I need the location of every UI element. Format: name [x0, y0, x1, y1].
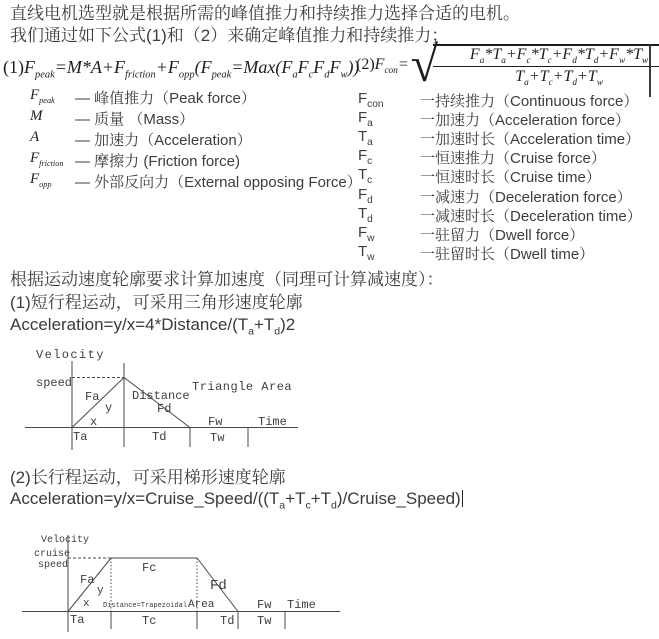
ta-segment-label: Ta [70, 613, 85, 627]
speed-label: speed [36, 376, 73, 390]
symbol-desc: — 摩擦力 (Friction force) [75, 153, 241, 170]
peak-force-formula [3, 57, 360, 81]
ta-segment-label: Ta [73, 430, 88, 444]
symbol-f-c: $F_c$ [358, 147, 373, 167]
fw-label: Fw [257, 598, 272, 612]
velocity-axis-label: Velocity [41, 535, 90, 546]
formula1-index: (1) [3, 57, 24, 77]
formula2-index: (2) [356, 55, 375, 73]
symbol-desc: 一减速时长（Deceleration time） [420, 208, 642, 225]
distance-trapezoidal-label: Distance=Trapezoidal [103, 602, 188, 610]
case2-title: (2)长行程运动，可采用梯形速度轮廓 [10, 468, 286, 487]
accel-heading: 根据运动速度轮廓要求计算加速度（同理可计算减速度）： [10, 270, 444, 289]
y-label: y [105, 401, 113, 415]
trapezoid-velocity-profile-diagram [0, 523, 350, 639]
symbol-desc: 一减速力（Deceleration force） [420, 189, 632, 206]
symbol-acceleration: A [30, 129, 40, 145]
symbol-desc: 一恒速时长（Cruise time） [420, 169, 601, 186]
symbol-desc: — 加速力（Acceleration） [75, 132, 252, 149]
formula2-fraction [433, 44, 659, 86]
symbol-f-w: $F_w$ [358, 224, 375, 244]
square-root-icon: √ [410, 36, 439, 92]
triangle-area-label: Triangle Area [192, 380, 293, 394]
symbol-mass: M [30, 108, 43, 124]
symbol-desc: 一驻留时长（Dwell time） [420, 246, 595, 263]
case1-title: (1)短行程运动，可采用三角形速度轮廓 [10, 293, 303, 312]
fd-label: Fd [157, 402, 172, 416]
symbol-f-opp: $F_{opp}$ [30, 171, 52, 189]
symbol-desc: 一加速力（Acceleration force） [420, 112, 631, 129]
td-segment-label: Td [152, 430, 167, 444]
case2-formula [10, 489, 463, 512]
distance-label: Distance [132, 389, 190, 403]
velocity-axis-label: Velocity [36, 348, 105, 362]
fc-label: Fc [142, 561, 157, 575]
symbol-desc: 一持续推力（Continuous force） [420, 93, 639, 110]
symbol-f-d: $F_d$ [358, 186, 373, 206]
fd-label: Fd [210, 578, 227, 594]
x-label: x [83, 598, 90, 610]
time-axis-label: Time [287, 598, 316, 612]
formula1-body: $F_{peak}=M*A+F_{friction}+F_{opp}(F_{peak}=Max(F_aF_cF_dF_w))$ [24, 57, 360, 81]
symbol-f-a: $F_a$ [358, 109, 373, 129]
tw-segment-label: Tw [257, 614, 272, 628]
td-segment-label: Td [220, 614, 235, 628]
symbol-desc: 一驻留力（Dwell force） [420, 227, 585, 244]
fa-label: Fa [80, 573, 95, 587]
symbol-f-con: $F_{con}$ [358, 90, 384, 110]
symbol-t-d: $T_d$ [358, 205, 373, 225]
symbol-t-a: $T_a$ [358, 128, 373, 148]
formula2-numerator: $F_a*T_a+F_c*T_c+F_d*T_d+F_w*T_w$ [433, 46, 659, 67]
case1-formula: $Acceleration=y/x=4*Distance/(T_a+T_d)2$ [10, 315, 296, 338]
y-label: y [97, 585, 104, 597]
symbol-desc: — 质量 （Mass） [75, 111, 195, 128]
tw-segment-label: Tw [210, 431, 225, 445]
tc-segment-label: Tc [142, 614, 157, 628]
symbol-desc: 一恒速推力（Cruise force） [420, 150, 606, 167]
symbol-t-w: $T_w$ [358, 243, 375, 263]
case2-formula-text: $Acceleration=y/x=Cruise\_Speed/((T_a+T_c+T_d)/Cruise\_Speed)$ [10, 489, 461, 512]
symbol-f-peak: $F_{peak}$ [30, 87, 55, 105]
triangle-velocity-profile-diagram [0, 345, 320, 457]
fw-label: Fw [208, 415, 223, 429]
speed-label: speed [38, 560, 69, 571]
symbol-f-friction: $F_{friction}$ [30, 150, 64, 168]
symbol-desc: — 外部反向力（External opposing Force） [75, 174, 362, 191]
area-label: Area [188, 599, 215, 611]
x-label: x [90, 415, 98, 429]
cruise-label: cruise [34, 549, 71, 560]
formula2-denominator: $T_a+T_c+T_d+T_w$ [515, 67, 603, 88]
fa-label: Fa [85, 390, 100, 404]
symbol-desc: 一加速时长（Acceleration time） [420, 131, 641, 148]
intro-line-2: 我们通过如下公式(1)和（2）来确定峰值推力和持续推力； [10, 26, 449, 45]
time-axis-label: Time [258, 415, 287, 429]
continuous-force-formula [356, 36, 659, 92]
text-cursor [462, 490, 464, 507]
symbol-desc: — 峰值推力（Peak force） [75, 90, 256, 107]
formula2-lead: $F_{con}=$ [374, 55, 409, 76]
intro-line-1: 直线电机选型就是根据所需的峰值推力和持续推力选择合适的电机。 [10, 4, 520, 23]
equation-cursor [649, 45, 651, 97]
symbol-t-c: $T_c$ [358, 166, 373, 186]
